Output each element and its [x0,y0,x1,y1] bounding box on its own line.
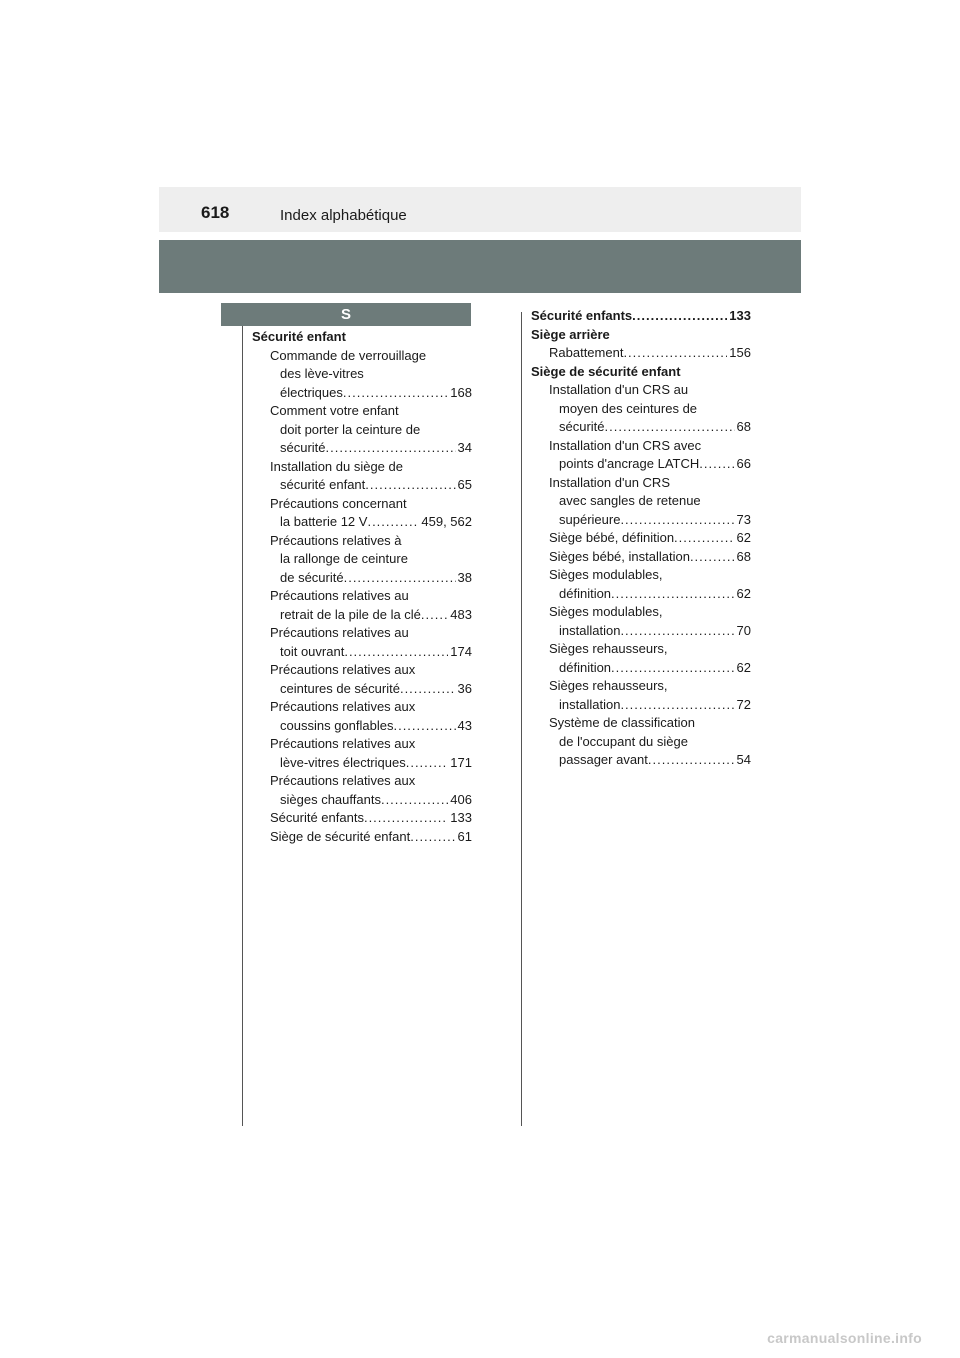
index-entry-text: sièges chauffants [280,791,381,807]
index-entry [252,513,472,532]
index-entry-text: Siège bébé, définition [549,530,675,545]
index-entry: Installation d'un CRS avec [549,437,702,453]
dot-leader [620,511,734,530]
index-entry-text: toit ouvrant [280,643,345,659]
page-number: 618 [201,203,230,222]
section-title: Index alphabétique [280,207,407,224]
dot-leader [326,439,456,458]
index-page-reference: 62 [736,530,751,545]
index-page-reference: 133 [450,810,472,825]
index-entry [531,529,751,548]
index-entry-text: Rabattement [549,345,624,360]
dot-leader [364,809,448,828]
index-entry: Précautions relatives au [270,625,409,640]
index-page-reference: 43 [457,717,472,733]
index-entry: Sièges rehausseurs, [549,641,668,656]
dot-leader [381,791,448,810]
index-entry: Sécurité enfant [252,329,346,344]
index-page-reference: 36 [457,680,472,696]
index-entry: Sièges rehausseurs, [549,678,668,693]
index-entry-text: points d'ancrage LATCH [559,456,700,471]
index-entry-text: ceintures de sécurité [280,680,400,696]
index-entry-text: Sièges bébé, installation [549,548,690,564]
index-entry-text: installation [559,622,621,638]
index-entry: Siège arrière [531,326,610,342]
index-entry [252,569,472,588]
index-entry-text: lève-vitres électriques [280,754,406,770]
index-entry: moyen des ceintures de [559,400,698,416]
dot-leader [632,307,727,326]
column-divider-left [242,326,243,1126]
index-page-reference: 171 [450,754,472,770]
dot-leader [393,717,455,736]
index-entry-text: Sécurité enfants [531,308,633,323]
index-entry: des lève-vitres [280,366,364,381]
index-page-reference: 38 [457,569,472,585]
index-page-reference: 68 [736,419,751,434]
index-page-reference: 73 [736,511,751,527]
index-page-reference: 459, 562 [421,514,472,529]
index-entry-text: de sécurité [280,569,344,585]
index-entry-text: passager avant [559,752,648,767]
index-entry [531,418,751,437]
index-entry-text: supérieure [559,511,621,527]
index-entry: Siège de sécurité enfant [531,363,681,379]
dot-leader [421,606,448,625]
index-entry: Précautions relatives aux [270,736,416,751]
index-entry [531,751,751,770]
index-entry: Installation du siège de [270,458,403,474]
index-page-reference: 68 [736,548,751,564]
index-page-reference: 70 [736,622,751,638]
index-entry [531,307,751,326]
dot-leader [365,476,455,495]
dot-leader [623,344,727,363]
index-entry: Sièges modulables, [549,567,663,582]
index-entry-text: définition [559,659,612,675]
column-divider-right [521,312,522,1126]
index-entry [531,455,751,474]
index-entry: doit porter la ceinture de [280,421,421,437]
index-entry: Précautions relatives aux [270,662,416,677]
index-page-reference: 62 [736,659,751,675]
dot-leader [605,418,735,437]
dot-leader [611,585,734,604]
index-entry: de l'occupant du siège [559,733,688,749]
index-entry-text: coussins gonflables [280,717,394,733]
dot-leader [699,455,734,474]
index-entry-text: définition [559,585,612,601]
index-entry-text: sécurité [280,440,326,455]
header-band [159,240,801,293]
index-entry: Commande de verrouillage [270,347,427,363]
index-entry-text: Sécurité enfants [270,810,364,825]
index-entry: Système de classification [549,715,695,730]
index-page-reference: 406 [450,791,472,807]
index-entry: Précautions relatives aux [270,699,416,714]
index-entry [531,696,751,715]
header-bar [159,187,801,232]
index-entry: Précautions relatives au [270,588,409,603]
dot-leader [367,513,419,532]
index-entry [252,809,472,828]
index-entry-text: Siège de sécurité enfant [270,828,411,844]
dot-leader [400,680,456,699]
dot-leader [343,384,448,403]
index-entry [531,548,751,567]
index-entry: Sièges modulables, [549,604,663,619]
index-entry-text: installation [559,696,621,712]
dot-leader [690,548,735,567]
dot-leader [406,754,449,773]
index-page-reference: 168 [450,384,472,400]
index-entry [252,643,472,662]
dot-leader [674,529,734,548]
index-entry: Précautions relatives à [270,532,402,548]
index-column-left [252,328,472,846]
index-entry [252,791,472,810]
index-entry-text: la batterie 12 V [280,514,368,529]
index-page-reference: 174 [450,643,472,659]
index-entry [531,659,751,678]
index-entry [531,511,751,530]
watermark: carmanualsonline.info [767,1330,922,1346]
index-entry: avec sangles de retenue [559,493,701,508]
index-page-reference: 54 [736,752,751,767]
index-entry [252,439,472,458]
index-entry [252,606,472,625]
index-page-reference: 65 [457,477,472,492]
index-page-reference: 133 [729,308,751,323]
index-entry [252,717,472,736]
index-page-reference: 61 [457,828,472,844]
index-entry [531,622,751,641]
dot-leader [344,643,448,662]
index-entry [531,585,751,604]
index-entry: Comment votre enfant [270,403,399,418]
index-entry-text: sécurité enfant [280,477,366,492]
index-letter-heading: S [221,303,471,326]
index-entry: Installation d'un CRS [549,474,670,490]
index-entry: Précautions relatives aux [270,773,416,788]
index-entry: Installation d'un CRS au [549,382,689,397]
index-entry-text: électriques [280,384,343,400]
index-entry-text: sécurité [559,419,605,434]
index-entry [252,828,472,847]
index-page-reference: 483 [450,606,472,622]
dot-leader [410,828,455,847]
index-page-reference: 156 [729,345,751,360]
index-entry-text: retrait de la pile de la clé [280,606,421,622]
dot-leader [620,622,734,641]
index-entry [252,754,472,773]
index-page-reference: 66 [736,456,751,471]
index-entry [252,476,472,495]
index-entry: la rallonge de ceinture [280,551,408,566]
index-entry: Précautions concernant [270,495,407,511]
dot-leader [611,659,734,678]
index-column-right [531,307,751,770]
index-page-reference: 62 [736,585,751,601]
dot-leader [648,751,735,770]
dot-leader [344,569,456,588]
index-page-reference: 34 [457,440,472,455]
index-entry [252,384,472,403]
dot-leader [620,696,734,715]
index-entry [252,680,472,699]
index-entry [531,344,751,363]
index-page-reference: 72 [736,696,751,712]
